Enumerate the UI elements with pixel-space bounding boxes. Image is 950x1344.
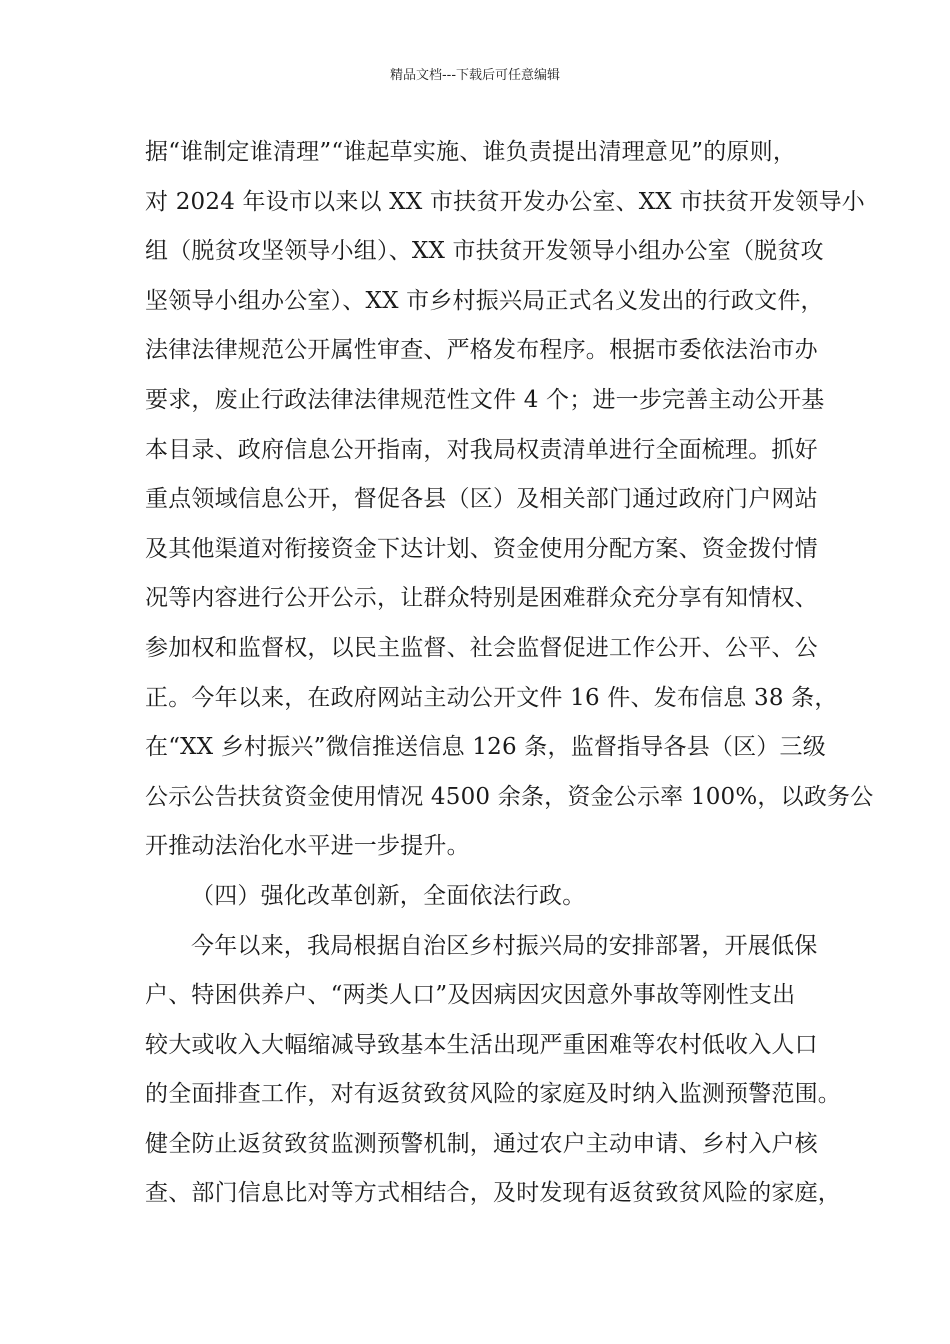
text-line: 今年以来，我局根据自治区乡村振兴局的安排部署，开展低保 — [191, 932, 818, 959]
text-line: 重点领域信息公开，督促各县（区）及相关部门通过政府门户网站 — [145, 486, 818, 513]
text-line: 参加权和监督权，以民主监督、社会监督促进工作公开、公平、公 — [145, 634, 818, 661]
text-line: 对 2024 年设市以来以 XX 市扶贫开发办公室、XX 市扶贫开发领导小 — [145, 188, 865, 215]
text-line: 较大或收入大幅缩减导致基本生活出现严重困难等农村低收入人口 — [145, 1031, 818, 1058]
text-line: 查、部门信息比对等方式相结合，及时发现有返贫致贫风险的家庭， — [145, 1180, 841, 1207]
text-line: 据“谁制定谁清理”“谁起草实施、谁负责提出清理意见”的原则， — [145, 139, 797, 165]
document-body — [145, 128, 874, 1219]
text-line: 的全面排查工作，对有返贫致贫风险的家庭及时纳入监测预警范围。 — [145, 1081, 841, 1108]
text-line: 组（脱贫攻坚领导小组）、XX 市扶贫开发领导小组办公室（脱贫攻 — [145, 238, 824, 265]
text-line: 在“XX 乡村振兴”微信推送信息 126 条，监督指导各县（区）三级 — [145, 734, 826, 761]
text-line: 及其他渠道对衔接资金下达计划、资金使用分配方案、资金拨付情 — [145, 535, 818, 562]
text-line: 本目录、政府信息公开指南，对我局权责清单进行全面梳理。抓好 — [145, 436, 818, 463]
text-line: 要求，废止行政法律法律规范性文件 4 个；进一步完善主动公开基 — [145, 386, 825, 413]
text-line: 况等内容进行公开公示，让群众特别是困难群众充分享有知情权、 — [145, 585, 818, 612]
text-line: 正。今年以来，在政府网站主动公开文件 16 件、发布信息 38 条， — [145, 684, 838, 711]
text-line: 健全防止返贫致贫监测预警机制，通过农户主动申请、乡村入户核 — [145, 1130, 818, 1157]
text-line: 坚领导小组办公室）、XX 市乡村振兴局正式名义发出的行政文件， — [145, 287, 824, 314]
text-line: 法律法律规范公开属性审查、严格发布程序。根据市委依法治市办 — [145, 337, 818, 364]
page-header: 精品文档---下载后可任意编辑 — [389, 68, 561, 83]
text-line: 开推动法治化水平进一步提升。 — [145, 833, 470, 860]
text-line: 户、特困供养户、“两类人口”及因病因灾因意外事故等刚性支出 — [145, 982, 796, 1009]
section-heading: （四）强化改革创新，全面依法行政。 — [191, 882, 586, 909]
text-line: 公示公告扶贫资金使用情况 4500 余条，资金公示率 100%，以政务公 — [145, 783, 874, 810]
